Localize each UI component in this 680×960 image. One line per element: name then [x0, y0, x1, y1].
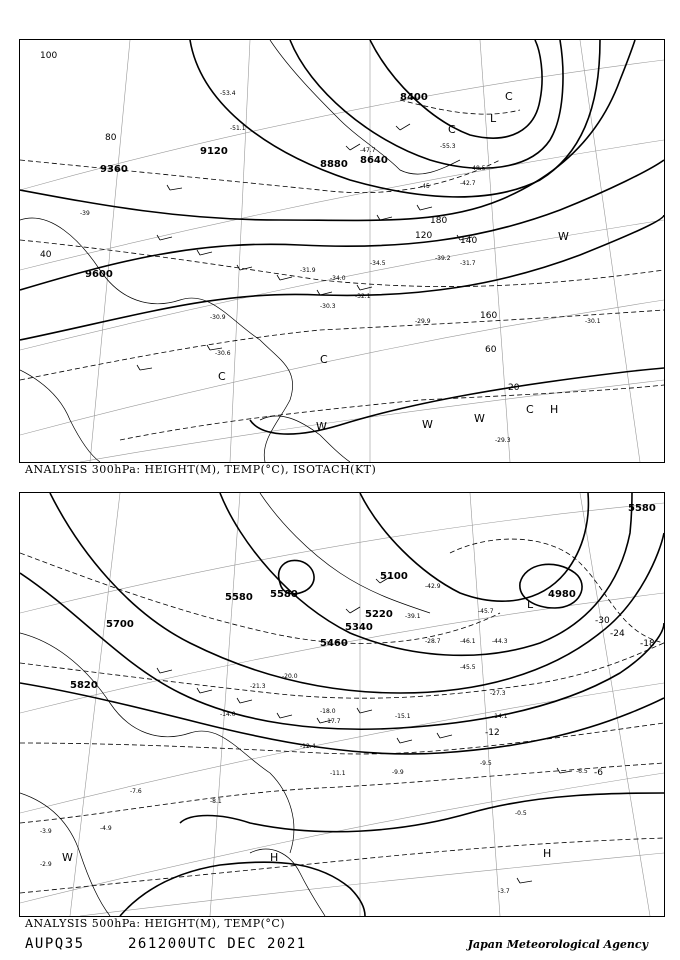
obs-temp: -2.9	[40, 861, 52, 868]
obs-temp: -45.5	[460, 664, 476, 671]
obs-temp: -3.9	[40, 828, 52, 835]
warm-symbol: W	[422, 418, 433, 431]
temp-label: -12	[485, 728, 500, 738]
height-label: 4980	[548, 589, 576, 600]
temp-label: -18	[640, 639, 655, 649]
obs-temp: -48.5	[470, 165, 486, 172]
obs-temp: -18.0	[320, 708, 336, 715]
cold-symbol: C	[505, 90, 513, 103]
temp-label: -30	[595, 616, 610, 626]
obs-temp: -45.7	[478, 608, 494, 615]
height-label: 8640	[360, 155, 388, 166]
obs-temp: -30.3	[320, 303, 336, 310]
map-500hpa-canvas	[20, 493, 664, 916]
obs-temp: -20.0	[282, 673, 298, 680]
obs-temp: -9.5	[480, 760, 492, 767]
obs-temp: -32.1	[355, 293, 371, 300]
caption-500hpa: ANALYSIS 500hPa: HEIGHT(M), TEMP(°C)	[25, 917, 286, 930]
high-symbol: H	[543, 847, 552, 860]
height-label: 5100	[380, 571, 408, 582]
height-label: 5460	[320, 638, 348, 649]
obs-temp: -44.3	[492, 638, 508, 645]
obs-temp: -27.3	[490, 690, 506, 697]
height-label: 8400	[400, 92, 428, 103]
obs-temp: -28.7	[425, 638, 441, 645]
temperature-contours	[20, 100, 664, 440]
isotach-label: 80	[105, 133, 117, 143]
low-symbol: L	[490, 112, 497, 125]
obs-temp: -21.3	[250, 683, 266, 690]
isotach-label: 20	[508, 383, 520, 393]
obs-temp: -12.4	[300, 743, 316, 750]
isotach-label: 180	[430, 216, 448, 226]
isotach-label: 140	[460, 236, 478, 246]
height-label: 5580	[225, 592, 253, 603]
obs-temp: -17.7	[325, 718, 341, 725]
obs-temp: -55.3	[440, 143, 456, 150]
map-500hpa	[19, 492, 665, 917]
pressure-symbols	[218, 90, 569, 433]
height-labels	[70, 503, 656, 691]
station-temps	[80, 90, 601, 444]
low-symbol: L	[527, 598, 534, 611]
height-label: 9600	[85, 269, 113, 280]
valid-time: 261200UTC DEC 2021	[128, 936, 307, 952]
cold-symbol: C	[448, 123, 456, 136]
obs-temp: -3.7	[498, 888, 510, 895]
isotach-label: 60	[485, 345, 497, 355]
graticule	[20, 493, 664, 916]
height-labels	[85, 92, 428, 280]
obs-temp: -29.9	[415, 318, 431, 325]
map-300hpa-canvas	[20, 40, 664, 462]
cold-symbol: C	[320, 353, 328, 366]
obs-temp: -39.1	[405, 613, 421, 620]
obs-temp: -46.1	[460, 638, 476, 645]
warm-symbol: W	[62, 851, 73, 864]
height-label: 5340	[345, 622, 373, 633]
obs-temp: -14.1	[492, 713, 508, 720]
obs-temp: -42.9	[425, 583, 441, 590]
obs-temp: -4.9	[100, 825, 112, 832]
height-label: 8880	[320, 159, 348, 170]
warm-symbol: W	[474, 412, 485, 425]
cold-symbol: C	[218, 370, 226, 383]
obs-temp: -39.2	[435, 255, 451, 262]
obs-temp: -11.1	[330, 770, 346, 777]
high-symbol: H	[550, 403, 559, 416]
obs-temp: -8.1	[210, 798, 222, 805]
obs-temp: -30.1	[585, 318, 601, 325]
chart-id: AUPQ35	[25, 936, 85, 952]
agency-name: Japan Meteorological Agency	[467, 938, 648, 951]
obs-temp: -42.7	[460, 180, 476, 187]
map-300hpa	[19, 39, 665, 463]
isotach-labels	[40, 51, 520, 393]
obs-temp: -39	[80, 210, 90, 217]
obs-temp: -9.9	[392, 769, 404, 776]
temp-label: -24	[610, 629, 625, 639]
height-label: 9360	[100, 164, 128, 175]
height-contours	[20, 493, 664, 916]
obs-temp: -51.1	[230, 125, 246, 132]
obs-temp: -7.6	[130, 788, 142, 795]
obs-temp: -31.7	[460, 260, 476, 267]
obs-temp: -47.7	[360, 147, 376, 154]
obs-temp: -30.9	[210, 314, 226, 321]
height-label: 5580	[270, 589, 298, 600]
obs-temp: -6.5	[576, 768, 588, 775]
high-symbol: H	[270, 851, 279, 864]
obs-temp: -34.0	[330, 275, 346, 282]
caption-300hpa: ANALYSIS 300hPa: HEIGHT(M), TEMP(°C), ISOTACH(KT)	[25, 463, 377, 476]
temp-label: -6	[594, 768, 603, 778]
isotach-label: 40	[40, 250, 52, 260]
height-label: 9120	[200, 146, 228, 157]
height-label: 5820	[70, 680, 98, 691]
cold-symbol: C	[526, 403, 534, 416]
obs-temp: -30.6	[215, 350, 231, 357]
obs-temp: -31.9	[300, 267, 316, 274]
pressure-symbols	[62, 598, 551, 864]
obs-temp: -15.1	[395, 713, 411, 720]
height-label: 5580	[628, 503, 656, 514]
warm-symbol: W	[316, 420, 327, 433]
obs-temp: -45	[420, 183, 430, 190]
warm-symbol: W	[558, 230, 569, 243]
obs-temp: -34.5	[370, 260, 386, 267]
obs-temp: -14.0	[220, 711, 236, 718]
height-label: 5220	[365, 609, 393, 620]
isotach-label: 160	[480, 311, 498, 321]
isotach-label: 120	[415, 231, 433, 241]
height-label: 5700	[106, 619, 134, 630]
isotach-label: 100	[40, 51, 58, 61]
obs-temp: -29.3	[495, 437, 511, 444]
obs-temp: -0.5	[515, 810, 527, 817]
obs-temp: -53.4	[220, 90, 236, 97]
wind-barbs	[137, 124, 472, 370]
